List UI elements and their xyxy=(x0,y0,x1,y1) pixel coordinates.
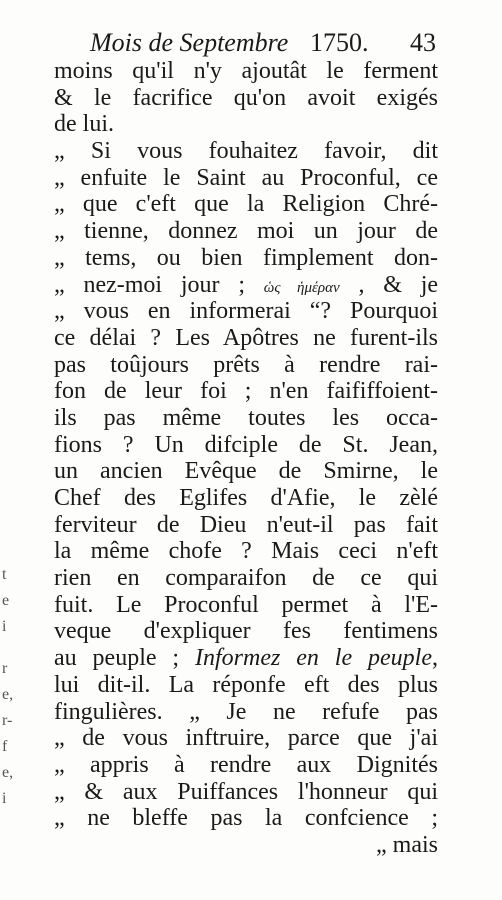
text-line: pas toûjours prêts à rendre rai- xyxy=(54,351,438,378)
text-line: „ tienne, donnez moi un jour de xyxy=(54,218,438,245)
text-line: fuit. Le Proconful permet à l'E- xyxy=(54,591,438,618)
text-line: „ & aux Puiffances l'honneur qui xyxy=(54,778,438,805)
text-line: ce délai ? Les Apôtres ne furent-ils xyxy=(54,324,438,351)
text-line: & le facrifice qu'on avoit exigés xyxy=(54,84,438,111)
text-line: „ Si vous fouhaitez favoir, dit xyxy=(54,138,438,165)
margin-mark: r xyxy=(2,660,8,677)
text-segment: „ nez-moi jour ; xyxy=(54,271,245,298)
text-line: „ ne bleffe pas la confcience ; xyxy=(54,805,438,832)
running-head-title: Mois de Septembre xyxy=(90,28,289,57)
text-line: un ancien Evêque de Smirne, le xyxy=(54,458,438,485)
text-line xyxy=(54,645,438,672)
text-line: ils pas même toutes les occa- xyxy=(54,404,438,431)
bleed-through-margin xyxy=(0,0,20,900)
margin-mark: e xyxy=(2,592,10,609)
text-line: „ tems, ou bien fimplement don- xyxy=(54,244,438,271)
text-line: Chef des Eglifes d'Afie, le zèlé xyxy=(54,485,438,511)
text-line: „ que c'eft que la Religion Chré- xyxy=(54,191,438,218)
text-line: lui dit-il. La réponfe eft des plus xyxy=(54,671,438,698)
text-line: fions ? Un difciple de St. Jean, xyxy=(54,431,438,458)
margin-mark: f xyxy=(2,738,8,755)
text-line: „ enfuite le Saint au Proconful, ce xyxy=(54,164,438,191)
text-line xyxy=(54,272,438,299)
italic-phrase: Informez en le peuple xyxy=(195,645,432,672)
text-line: la même chofe ? Mais ceci n'eft xyxy=(54,538,438,565)
text-line: de lui. xyxy=(54,111,114,138)
running-head xyxy=(90,26,436,60)
text-line: „ appris à rendre aux Dignités xyxy=(54,751,438,778)
text-line: moins qu'il n'y ajoutât le ferment xyxy=(54,58,438,84)
margin-mark: r- xyxy=(2,712,13,729)
text-line: ferviteur de Dieu n'eut-il pas fait xyxy=(54,511,438,538)
text-segment: , xyxy=(432,645,438,672)
text-line: fon de leur foi ; n'en faififfoient- xyxy=(54,378,438,405)
text-line: „ de vous inftruire, parce que j'ai xyxy=(54,725,438,752)
margin-mark: e, xyxy=(2,764,14,781)
body-text xyxy=(54,58,438,859)
margin-mark: e, xyxy=(2,686,14,703)
text-line: fingulières. „ Je ne refufe pas xyxy=(54,698,438,725)
margin-mark: i xyxy=(2,790,7,807)
text-line: „ vous en informerai “? Pourquoi xyxy=(54,298,438,325)
running-head-year: 1750. xyxy=(310,28,369,57)
text-segment: au peuple ; xyxy=(54,645,180,672)
catchword: „ mais xyxy=(376,831,438,858)
text-segment: , & je xyxy=(358,271,438,298)
greek-phrase: ὡς ἡμέραν xyxy=(263,279,340,296)
margin-mark: t xyxy=(2,566,7,583)
text-line: rien en comparaifon de ce qui xyxy=(54,565,438,592)
page-number: 43 xyxy=(410,28,436,57)
margin-mark: i xyxy=(2,618,7,635)
text-line: veque d'expliquer fes fentimens xyxy=(54,618,438,645)
